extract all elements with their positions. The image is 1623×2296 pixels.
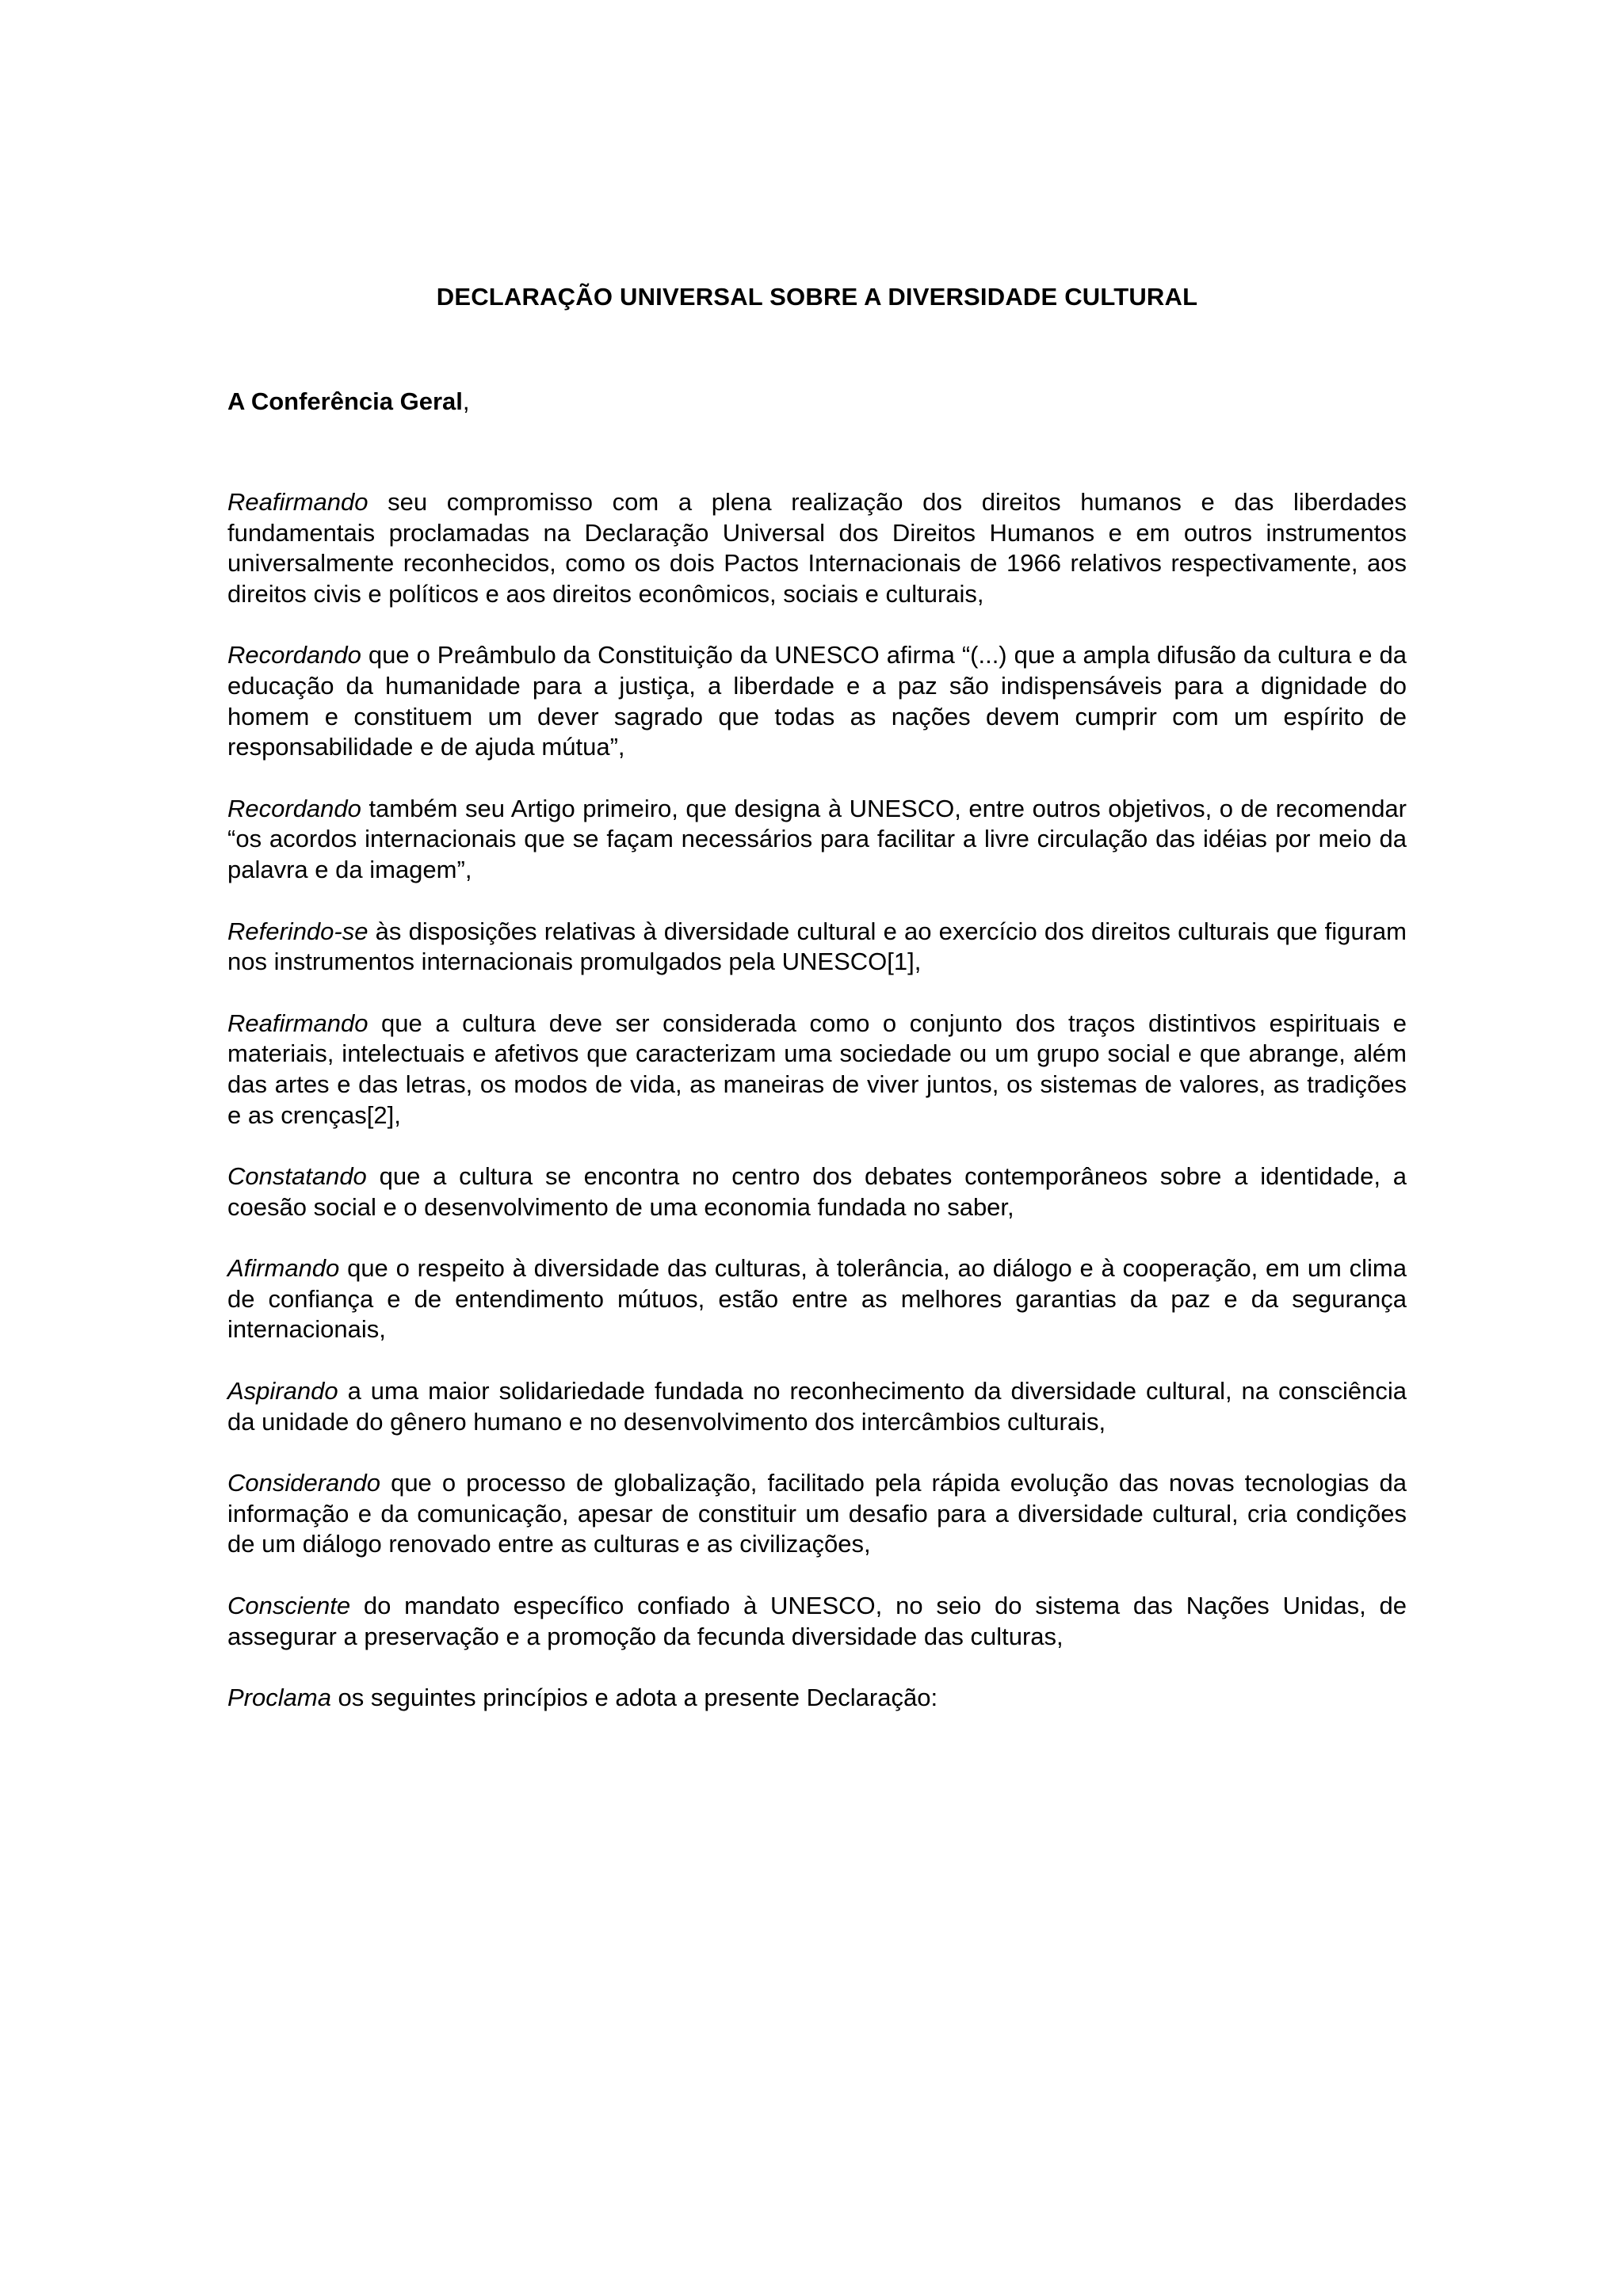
preamble-paragraph-8 — [227, 1376, 1407, 1437]
paragraph-lead-word: Consciente — [227, 1592, 351, 1620]
paragraph-text: que o Preâmbulo da Constituição da UNESCO afirma “(...) que a ampla difusão da cultura e da educação da humanidade para a justiça, a liberdade e a paz são indispensáveis para a dignidade do homem e constituem um dever sagrado que todas as nações devem cumprir com um espírito de responsabilidade e de ajuda mútua”, — [227, 641, 1407, 761]
paragraph-lead-word: Considerando — [227, 1469, 381, 1497]
preamble-paragraph-11 — [227, 1683, 1407, 1714]
paragraph-text: às disposições relativas à diversidade cultural e ao exercício dos direitos culturais que figuram nos instrumentos internacionais promulgados pela UNESCO[1], — [227, 917, 1407, 976]
greeting-punctuation: , — [462, 387, 470, 415]
greeting-bold: A Conferência Geral — [227, 387, 463, 415]
paragraph-lead-word: Recordando — [227, 641, 361, 669]
preamble-paragraph-2 — [227, 640, 1407, 762]
paragraph-lead-word: Referindo-se — [227, 917, 369, 945]
paragraph-lead-word: Constatando — [227, 1162, 367, 1191]
greeting-line — [227, 387, 1407, 417]
paragraph-text: a uma maior solidariedade fundada no reconhecimento da diversidade cultural, na consciência da unidade do gênero humano e no desenvolvimento dos intercâmbios culturais, — [227, 1377, 1407, 1436]
paragraph-text: seu compromisso com a plena realização dos direitos humanos e das liberdades fundamentais proclamadas na Declaração Universal dos Direitos Humanos e em outros instrumentos universalmente reconhecidos, como os dois Pactos Internacionais de 1966 relativos respectivamente, aos direitos civis e políticos e aos direitos econômicos, sociais e culturais, — [227, 488, 1407, 608]
paragraph-lead-word: Aspirando — [227, 1377, 338, 1405]
paragraph-text: que a cultura se encontra no centro dos debates contemporâneos sobre a identidade, a coesão social e o desenvolvimento de uma economia fundada no saber, — [227, 1162, 1407, 1221]
paragraph-text: que o processo de globalização, facilitado pela rápida evolução das novas tecnologias da informação e da comunicação, apesar de constituir um desafio para a diversidade cultural, cria condições de um diálogo renovado entre as culturas e as civilizações, — [227, 1469, 1407, 1558]
preamble-paragraph-5 — [227, 1009, 1407, 1131]
paragraph-text: que o respeito à diversidade das culturas, à tolerância, ao diálogo e à cooperação, em um clima de confiança e de entendimento mútuos, estão entre as melhores garantias da paz e da segurança internacionais, — [227, 1254, 1407, 1344]
preamble-paragraph-3 — [227, 794, 1407, 886]
paragraph-text: que a cultura deve ser considerada como o conjunto dos traços distintivos espirituais e materiais, intelectuais e afetivos que caracterizam uma sociedade ou um grupo social e que abrange, além das artes e das letras, os modos de vida, as maneiras de viver juntos, os sistemas de valores, as tradições e as crenças[2], — [227, 1009, 1407, 1129]
preamble-paragraph-10 — [227, 1591, 1407, 1652]
paragraph-text: também seu Artigo primeiro, que designa à UNESCO, entre outros objetivos, o de recomendar “os acordos internacionais que se façam necessários para facilitar a livre circulação das idéias por meio da palavra e da imagem”, — [227, 794, 1407, 883]
paragraph-lead-word: Afirmando — [227, 1254, 340, 1283]
preamble-paragraph-1 — [227, 487, 1407, 609]
paragraph-lead-word: Proclama — [227, 1684, 331, 1712]
paragraph-lead-word: Reafirmando — [227, 488, 369, 516]
preamble-paragraph-4 — [227, 917, 1407, 978]
paragraph-lead-word: Recordando — [227, 794, 361, 822]
paragraph-text: do mandato específico confiado à UNESCO, no seio do sistema das Nações Unidas, de assegurar a preservação e a promoção da fecunda diversidade das culturas, — [227, 1592, 1407, 1650]
preamble-paragraph-7 — [227, 1253, 1407, 1345]
paragraph-lead-word: Reafirmando — [227, 1009, 369, 1037]
preamble-paragraph-9 — [227, 1468, 1407, 1560]
preamble-paragraphs — [227, 487, 1407, 1714]
document-title: DECLARAÇÃO UNIVERSAL SOBRE A DIVERSIDADE CULTURAL — [436, 283, 1198, 311]
paragraph-text: os seguintes princípios e adota a presente Declaração: — [330, 1684, 938, 1712]
preamble-paragraph-6 — [227, 1161, 1407, 1222]
document-body — [227, 282, 1407, 1745]
